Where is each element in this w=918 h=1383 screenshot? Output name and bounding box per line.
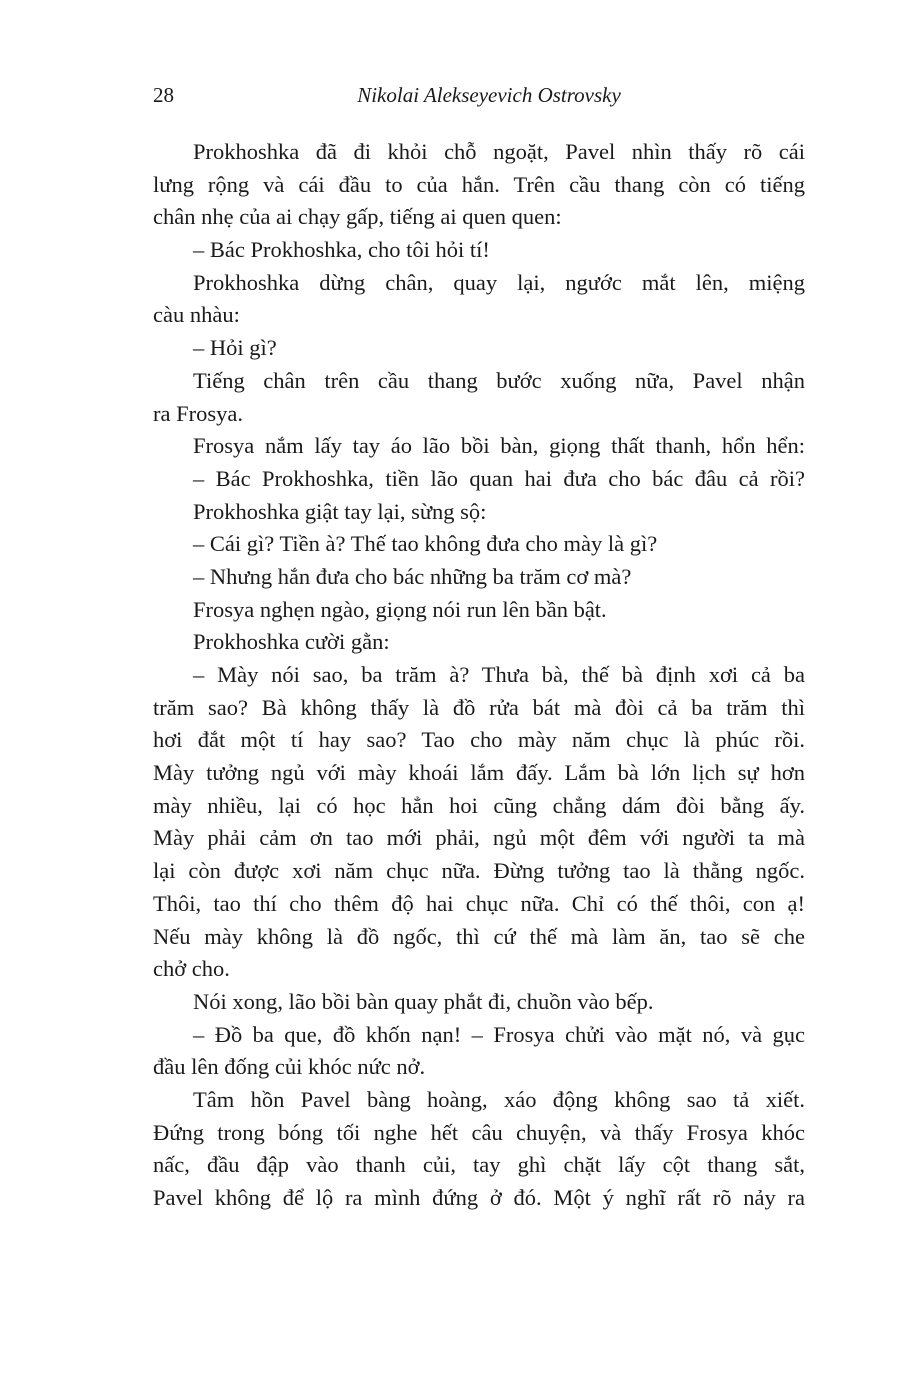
text-line: Pavel không để lộ ra mình đứng ở đó. Một ý nghĩ rất rõ nảy ra (153, 1185, 805, 1210)
text-line: Nếu mày không là đồ ngốc, thì cứ thế mà làm ăn, tao sẽ che (153, 923, 805, 949)
text-line: Tâm hồn Pavel bàng hoàng, xáo động không sao tả xiết. (193, 1086, 805, 1112)
text-line: mày nhiều, lại có học hẳn hoi cũng chẳng dám đòi bằng ấy. (153, 792, 805, 818)
text-line: hơi đắt một tí hay sao? Tao cho mày năm chục là phúc rồi. (153, 727, 805, 753)
running-header (153, 83, 805, 113)
text-line: Đứng trong bóng tối nghe hết câu chuyện, và thấy Frosya khóc (153, 1119, 805, 1145)
text-line: trăm sao? Bà không thấy là đồ rửa bát mà đòi cả ba trăm thì (153, 694, 805, 720)
text-line: càu nhàu: (153, 302, 240, 328)
text-line: lưng rộng và cái đầu to của hắn. Trên cầu thang còn có tiếng (153, 171, 805, 197)
text-line: – Hỏi gì? (193, 335, 277, 361)
text-line: lại còn được xơi năm chục nữa. Đừng tưởng tao là thằng ngốc. (153, 858, 805, 884)
text-line: Prokhoshka cười gằn: (193, 629, 390, 655)
text-line: Thôi, tao thí cho thêm độ hai chục nữa. Chỉ có thế thôi, con ạ! (153, 890, 805, 916)
text-line: Nói xong, lão bồi bàn quay phắt đi, chuồn vào bếp. (193, 988, 654, 1014)
text-line: – Đồ ba que, đồ khốn nạn! – Frosya chửi vào mặt nó, và gục (193, 1021, 805, 1047)
text-line: ra Frosya. (153, 400, 243, 426)
text-line: Prokhoshka dừng chân, quay lại, ngước mắt lên, miệng (193, 269, 805, 295)
text-line: chở cho. (153, 956, 230, 982)
text-line: Prokhoshka giật tay lại, sừng sộ: (193, 498, 487, 524)
text-line: – Bác Prokhoshka, tiền lão quan hai đưa cho bác đâu cả rồi? (193, 465, 805, 491)
text-line: chân nhẹ của ai chạy gấp, tiếng ai quen quen: (153, 204, 562, 230)
page-number: 28 (153, 83, 174, 107)
text-line: Frosya nắm lấy tay áo lão bồi bàn, giọng thất thanh, hổn hển: (193, 433, 805, 459)
text-line: Prokhoshka đã đi khỏi chỗ ngoặt, Pavel nhìn thấy rõ cái (193, 139, 805, 164)
text-line: Mày tưởng ngủ với mày khoái lắm đấy. Lắm bà lớn lịch sự hơn (153, 760, 805, 786)
text-line: – Nhưng hắn đưa cho bác những ba trăm cơ mà? (193, 563, 632, 589)
text-line: Mày phải cảm ơn tao mới phải, ngủ một đêm với người ta mà (153, 825, 805, 851)
running-header-author: Nikolai Alekseyevich Ostrovsky (357, 83, 621, 107)
text-line: – Cái gì? Tiền à? Thế tao không đưa cho mày là gì? (193, 531, 658, 557)
text-line: – Mày nói sao, ba trăm à? Thưa bà, thế bà định xơi cả ba (193, 662, 805, 687)
body-text (153, 136, 805, 1215)
text-line: Tiếng chân trên cầu thang bước xuống nữa, Pavel nhận (193, 367, 805, 393)
text-line: Frosya nghẹn ngào, giọng nói run lên bần bật. (193, 596, 607, 622)
text-line: đầu lên đống củi khóc nức nở. (153, 1054, 426, 1080)
text-line: – Bác Prokhoshka, cho tôi hỏi tí! (193, 237, 490, 263)
text-line: nấc, đầu đập vào thanh củi, tay ghì chặt lấy cột thang sắt, (153, 1152, 805, 1178)
